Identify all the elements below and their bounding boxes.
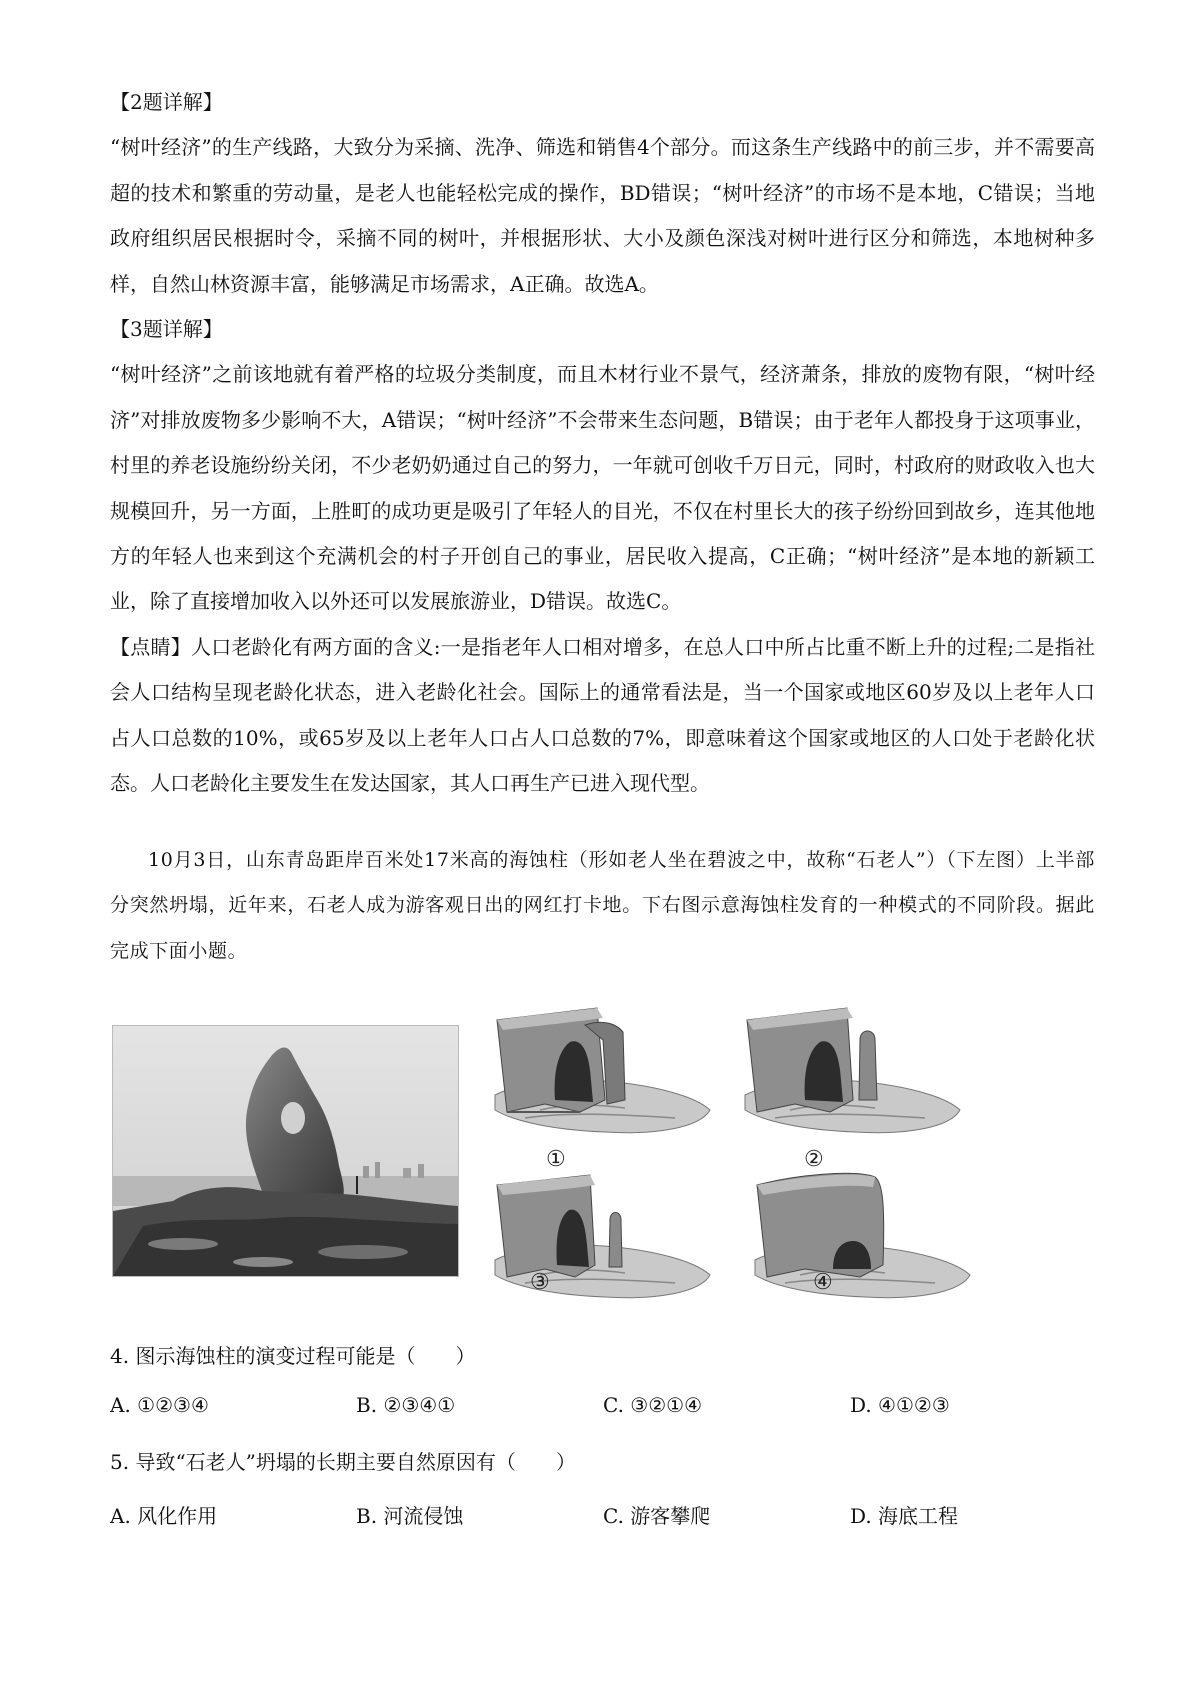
stage-2-label: ②	[804, 1147, 824, 1172]
answer-section-2	[110, 80, 1095, 307]
question-4-option-b[interactable]: B. ②③④①	[356, 1393, 456, 1417]
answer-section-3	[110, 307, 1095, 625]
section-2-heading: 【2题详解】	[110, 90, 223, 114]
section-3-body: “树叶经济”之前该地就有着严格的垃圾分类制度，而且木材行业不景气，经济萧条，排放的废物有限，“树叶经济”对排放废物多少影响不大，A错误；“树叶经济”不会带来生态问题，B错误；由于老年人都投身于这项事业，村里的养老设施纷纷关闭，不少老奶奶通过自己的努力，一年就可创收千万日元，同时，村政府的财政收入也大规模回升，另一方面，上胜町的成功更是吸引了年轻人的目光，不仅在村里长大的孩子纷纷回到故乡，连其他地方的年轻人也来到这个充满机会的村子开创自己的事业，居民收入提高，C正确；“树叶经济”是本地的新颖工业，除了直接增加收入以外还可以发展旅游业，D错误。故选C。	[110, 362, 1095, 614]
stage-1-illustration	[485, 1000, 715, 1145]
stage-3-diagram	[485, 1165, 715, 1310]
section-3-heading: 【3题详解】	[110, 317, 223, 341]
stage-3-label: ③	[530, 1270, 550, 1295]
stage-1-label: ①	[546, 1147, 566, 1172]
stage-4-diagram	[745, 1165, 975, 1310]
stage-4-label: ④	[813, 1270, 833, 1295]
section-2-body: “树叶经济”的生产线路，大致分为采摘、洗净、筛选和销售4个部分。而这条生产线路中的前三步，并不需要高超的技术和繁重的劳动量，是老人也能轻松完成的操作，BD错误；“树叶经济”的市场不是本地，C错误；当地政府组织居民根据时令，采摘不同的树叶，并根据形状、大小及颜色深浅对树叶进行区分和筛选，本地树种多样，自然山林资源丰富，能够满足市场需求，A正确。故选A。	[110, 135, 1095, 296]
question-4-option-c[interactable]: C. ③②①④	[603, 1393, 703, 1417]
pointer-heading: 【点睛】	[110, 635, 191, 659]
question-4-option-a[interactable]: A. ①②③④	[110, 1393, 209, 1417]
pointer-body: 人口老龄化有两方面的含义:一是指老年人口相对增多，在总人口中所占比重不断上升的过程;二是指社会人口结构呈现老龄化状态，进入老龄化社会。国际上的通常看法是，当一个国家或地区60岁及以上老年人口占人口总数的10%，或65岁及以上老年人口占人口总数的7%，即意味着这个国家或地区的人口处于老龄化状态。人口老龄化主要发生在发达国家，其人口再生产已进入现代型。	[110, 635, 1096, 796]
stage-1-diagram	[485, 1000, 715, 1145]
sea-stack-photo	[112, 1025, 459, 1277]
question-5-stem: 5. 导致“石老人”坍塌的长期主要自然原因有（ ）	[110, 1450, 576, 1474]
question-intro: 10月3日，山东青岛距岸百米处17米高的海蚀柱（形如老人坐在碧波之中，故称“石老人”）（下左图）上半部分突然坍塌，近年来，石老人成为游客观日出的网红打卡地。下右图示意海蚀柱发育的一种模式的不同阶段。据此完成下面小题。	[110, 849, 1095, 962]
stage-3-illustration	[485, 1165, 715, 1310]
question-4-option-d[interactable]: D. ④①②③	[850, 1393, 950, 1417]
question-4-stem: 4. 图示海蚀柱的演变过程可能是（ ）	[110, 1344, 476, 1368]
stage-4-illustration	[745, 1165, 975, 1310]
sea-stack-photo-illustration	[113, 1026, 458, 1276]
pointer-section	[110, 625, 1095, 807]
pointer-paragraph	[110, 625, 1095, 807]
question-5-option-b[interactable]: B. 河流侵蚀	[356, 1504, 464, 1528]
stage-2-diagram	[735, 1000, 965, 1145]
question-5-option-a[interactable]: A. 风化作用	[110, 1504, 218, 1528]
question-5-option-d[interactable]: D. 海底工程	[850, 1504, 959, 1528]
stage-2-illustration	[735, 1000, 965, 1145]
question-5-option-c[interactable]: C. 游客攀爬	[603, 1504, 711, 1528]
